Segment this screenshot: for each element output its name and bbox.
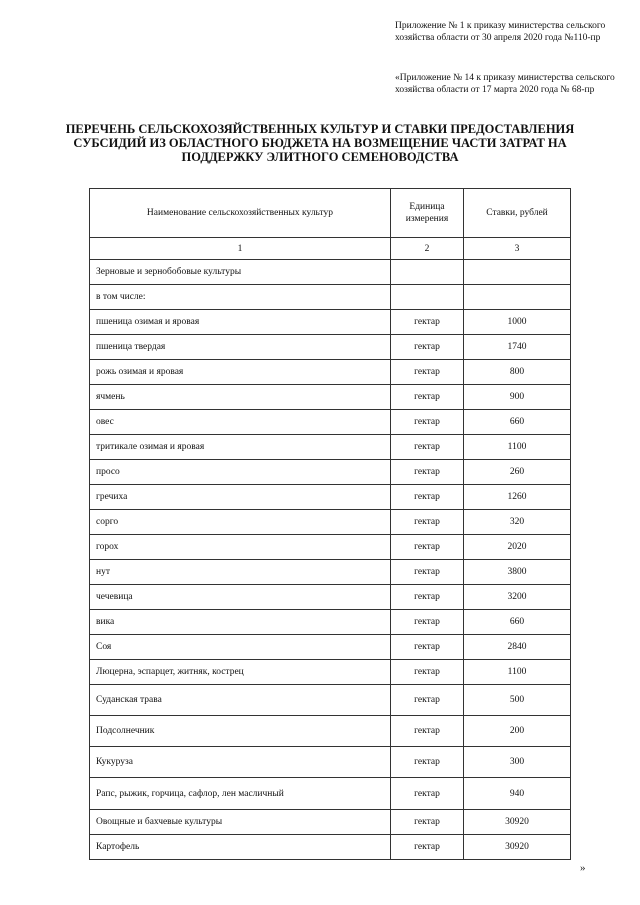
rate-cell: 660 (464, 610, 571, 635)
rate-cell: 30920 (464, 810, 571, 835)
crop-name-cell: вика (90, 610, 391, 635)
table-row (90, 560, 571, 585)
table-row (90, 716, 571, 747)
rate-cell: 320 (464, 510, 571, 535)
unit-cell (391, 260, 464, 285)
crop-name-cell: нут (90, 560, 391, 585)
table-header-row (90, 189, 571, 238)
table-row (90, 310, 571, 335)
crop-name-cell: сорго (90, 510, 391, 535)
unit-cell: гектар (391, 335, 464, 360)
table-row (90, 685, 571, 716)
crop-name-cell: Кукуруза (90, 747, 391, 778)
table-row (90, 285, 571, 310)
table-row (90, 410, 571, 435)
column-number-row (90, 238, 571, 260)
rate-cell: 500 (464, 685, 571, 716)
column-header-crop: Наименование сельскохозяйственных культур (90, 189, 391, 238)
unit-cell: гектар (391, 410, 464, 435)
rate-cell: 1740 (464, 335, 571, 360)
table-row (90, 460, 571, 485)
closing-quote: » (580, 862, 586, 874)
column-number-2: 2 (391, 238, 464, 260)
crop-name-cell: тритикале озимая и яровая (90, 435, 391, 460)
table-row (90, 810, 571, 835)
column-header-rate: Ставки, рублей (464, 189, 571, 238)
rate-cell: 3200 (464, 585, 571, 610)
rate-cell: 1100 (464, 435, 571, 460)
crop-name-cell: Рапс, рыжик, горчица, сафлор, лен масличный (90, 778, 391, 810)
unit-cell: гектар (391, 810, 464, 835)
table-row (90, 660, 571, 685)
unit-cell: гектар (391, 560, 464, 585)
column-number-3: 3 (464, 238, 571, 260)
appendix-14-note: «Приложение № 14 к приказу министерства сельского хозяйства области от 17 марта 2020 года № 68-пр (395, 73, 615, 95)
unit-cell: гектар (391, 835, 464, 860)
column-number-1: 1 (90, 238, 391, 260)
table-row (90, 535, 571, 560)
unit-cell (391, 285, 464, 310)
unit-cell: гектар (391, 716, 464, 747)
table-row (90, 610, 571, 635)
rate-cell: 30920 (464, 835, 571, 860)
unit-cell: гектар (391, 360, 464, 385)
table-row (90, 635, 571, 660)
rate-cell: 260 (464, 460, 571, 485)
unit-cell: гектар (391, 660, 464, 685)
rate-cell (464, 260, 571, 285)
rate-cell: 2840 (464, 635, 571, 660)
rate-cell: 1100 (464, 660, 571, 685)
rates-table (89, 188, 571, 860)
document-title: ПЕРЕЧЕНЬ СЕЛЬСКОХОЗЯЙСТВЕННЫХ КУЛЬТУР И СТАВКИ ПРЕДОСТАВЛЕНИЯ СУБСИДИЙ ИЗ ОБЛАСТНОГО БЮДЖЕТА НА ВОЗМЕЩЕНИЕ ЧАСТИ ЗАТРАТ НА ПОДДЕРЖКУ ЭЛИТНОГО СЕМЕНОВОДСТВА (65, 122, 575, 164)
crop-name-cell: горох (90, 535, 391, 560)
unit-cell: гектар (391, 460, 464, 485)
unit-cell: гектар (391, 747, 464, 778)
unit-cell: гектар (391, 635, 464, 660)
table-row (90, 778, 571, 810)
crop-name-cell: пшеница твердая (90, 335, 391, 360)
unit-cell: гектар (391, 585, 464, 610)
table-row (90, 510, 571, 535)
crop-name-cell: ячмень (90, 385, 391, 410)
table-row (90, 747, 571, 778)
crop-name-cell: Овощные и бахчевые культуры (90, 810, 391, 835)
crop-name-cell: просо (90, 460, 391, 485)
unit-cell: гектар (391, 778, 464, 810)
unit-cell: гектар (391, 310, 464, 335)
column-header-unit: Единица измерения (391, 189, 464, 238)
table-row (90, 385, 571, 410)
table-row (90, 585, 571, 610)
rate-cell: 900 (464, 385, 571, 410)
unit-cell: гектар (391, 435, 464, 460)
table-row (90, 485, 571, 510)
unit-cell: гектар (391, 535, 464, 560)
table-row (90, 360, 571, 385)
appendix-1-note: Приложение № 1 к приказу министерства сельского хозяйства области от 30 апреля 2020 года №110-пр (395, 21, 606, 43)
crop-name-cell: пшеница озимая и яровая (90, 310, 391, 335)
crop-name-cell: овес (90, 410, 391, 435)
crop-name-cell: Подсолнечник (90, 716, 391, 747)
crop-name-cell: Зерновые и зернобобовые культуры (90, 260, 391, 285)
table-row (90, 435, 571, 460)
crop-name-cell: Соя (90, 635, 391, 660)
rate-cell: 1000 (464, 310, 571, 335)
crop-name-cell: Картофель (90, 835, 391, 860)
unit-cell: гектар (391, 685, 464, 716)
rate-cell: 800 (464, 360, 571, 385)
table-row (90, 260, 571, 285)
crop-name-cell: гречиха (90, 485, 391, 510)
table-row (90, 835, 571, 860)
rate-cell: 300 (464, 747, 571, 778)
unit-cell: гектар (391, 510, 464, 535)
unit-cell: гектар (391, 485, 464, 510)
rate-cell: 3800 (464, 560, 571, 585)
crop-name-cell: в том числе: (90, 285, 391, 310)
crop-name-cell: чечевица (90, 585, 391, 610)
unit-cell: гектар (391, 385, 464, 410)
rate-cell (464, 285, 571, 310)
crop-name-cell: Люцерна, эспарцет, житняк, кострец (90, 660, 391, 685)
table-row (90, 335, 571, 360)
rate-cell: 940 (464, 778, 571, 810)
rate-cell: 1260 (464, 485, 571, 510)
rate-cell: 2020 (464, 535, 571, 560)
crop-name-cell: Суданская трава (90, 685, 391, 716)
unit-cell: гектар (391, 610, 464, 635)
crop-name-cell: рожь озимая и яровая (90, 360, 391, 385)
rate-cell: 200 (464, 716, 571, 747)
rate-cell: 660 (464, 410, 571, 435)
